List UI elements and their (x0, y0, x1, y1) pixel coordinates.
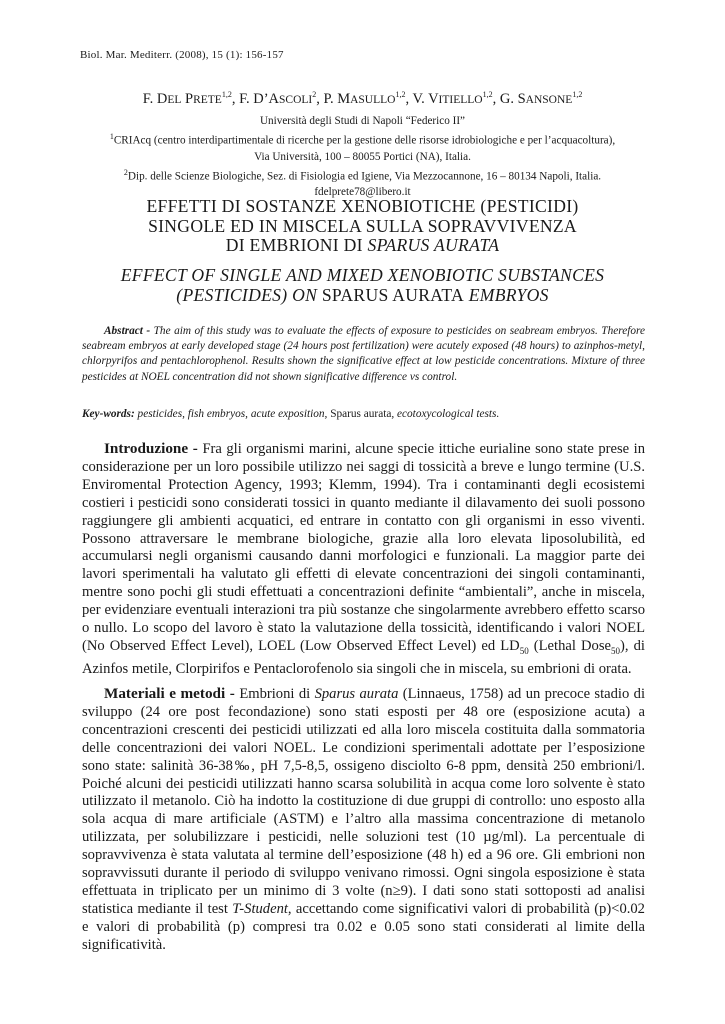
subscript: 50 (519, 645, 529, 656)
author-list (0, 90, 725, 108)
abstract-text: The aim of this study was to evaluate the effects of exposure to pesticides on seabream embryos. Therefore seabream embryos at early developed stage (24 hours post fertilization) were acutely exposed (48 hours) to azinphos-metyl, chlorpyrifos and pentachlorophenol. Results shown the significative effect at low pesticide concentrations. Mixture of three pesticides at NOEL concentration did not shown significative difference vs control. (82, 325, 645, 383)
affiliation-line: Università degli Studi di Napoli “Federico II” (259, 115, 466, 127)
section-heading: Materiali e metodi - (104, 685, 240, 702)
author-name: , V. V (405, 90, 439, 107)
title-line (0, 236, 725, 256)
affiliation-marker: 1 (109, 132, 114, 142)
author-name: , G. S (492, 90, 526, 107)
affiliation-marker: 1,2 (482, 90, 493, 99)
paragraph-text: (Linnaeus, 1758) ad un precoce stadio di sviluppo (24 ore post fecondazione) sono stati esposti per 48 ore (esposizione acuta) a concentrazioni crescenti dei pesticidi utilizzati ed alla loro miscela costituita dalla sommatoria delle concentrazioni dei valori NOEL. Le condizioni sperimentali adottate per l’esposizione sono state: salinità 36-38‰, pH 7,5-8,5, ossigeno disciolto 6-8 ppm, densità 250 embrioni/l. Poiché alcuni dei pesticidi utilizzati hanno scarsa solubilità in acqua come loro solvente è stato utilizzato il metanolo. Ciò ha indotto la costituzione di due gruppi di controllo: uno esposto alla sola acqua di mare artificiale (ASTM) e l’altro alla massima concentrazione di metanolo utilizzata, per solubilizzare i pesticidi, nelle soluzioni test (10 µg/ml). La percentuale di sopravvivenza è stata valutata al termine dell’esposizione (48 h) ed a 96 ore. Gli embrioni non sopravvissuti durante il periodo di sviluppo venivano rimossi. Ogni singola esposizione è stata effettuata in triplicato per un minimo di 3 volte (n≥9). I dati sono stati sottoposti ad analisi statistica mediante il test (82, 686, 646, 917)
affiliation-marker: 1,2 (572, 90, 583, 99)
paragraph-text: (Lethal Dose (528, 637, 612, 654)
keywords (82, 408, 645, 420)
affiliations (0, 114, 725, 201)
author-name: , F. D’A (231, 90, 280, 107)
keywords-text: pesticides, fish embryos, acute exposition, (137, 408, 331, 420)
title-text: EMBRYOS (464, 284, 549, 305)
affiliation-line (0, 129, 725, 149)
title-line: EFFECT OF SINGLE AND MIXED XENOBIOTIC SUBSTANCES (120, 265, 605, 285)
methods-paragraph (82, 685, 645, 955)
title-text: DI EMBRIONI DI (225, 235, 368, 255)
species-name: SPARUS AURATA (321, 284, 465, 305)
species-name: SPARUS AURATA (367, 235, 500, 255)
affiliation-text: CRIAcq (centro interdipartimentale di ricerche per la gestione delle risorse idrobiologiche e per l’acquacoltura), (113, 135, 616, 148)
affiliation-marker: 1,2 (395, 90, 406, 99)
author-email: fdelprete78@libero.it (314, 186, 411, 199)
statistical-test-name: T-Student (232, 900, 288, 917)
title-english (0, 266, 725, 305)
paragraph-text: , accettando come significativi valori di probabilità (p)<0.02 e valori di probabilità (p) compresi tra 0.02 e 0.05 sono stati considerati al limite della significatività. (82, 900, 645, 953)
paragraph-text: Embrioni di (239, 686, 315, 702)
affiliation-text: Dip. delle Scienze Biologiche, Sez. di Fisiologia ed Igiene, Via Mezzocannone, 16 – 80134 Napoli, Italia. (127, 170, 602, 183)
affiliation-line (0, 165, 725, 185)
introduction-paragraph (82, 440, 645, 679)
title-text: (PESTICIDES) ON (176, 284, 322, 305)
author-name: P (181, 90, 194, 107)
affiliation-line: Via Università, 100 – 80055 Portici (NA), Italia. (254, 150, 471, 163)
paragraph-text: Fra gli organismi marini, alcune specie ittiche eurialine sono state prese in considerazione per un loro possibile utilizzo nei saggi di tossicità a breve e lungo termine (U.S. Enviromental Protection Agency, 1993; Klemm, 1994). Tra i contaminanti degli ecosistemi costieri i pesticidi sono considerati tossici in quanto mediante il dilavamento dei suoli possono raggiungere gli ambienti acquatici, ed entrare in contatto con gli organismi in esso viventi. Possono attraversare le membrane biologiche, grazie alla loro elevata liposolubilità, ed accumularsi negli organismi causando danni morfologici e funzionali. La maggior parte dei lavori sperimentali ha valutato gli effetti di elevate concentrazioni dei singoli contaminanti, mentre sono pochi gli studi effettuati a concentrazioni definite “ambientali”, anche in miscela, per evidenziare eventuali interazioni tra più sostanze che singolarmente avrebbero effetto scarso o nullo. Lo scopo del lavoro è stato la valutazione della tossicità, identificando i valori NOEL (No Observed Effect Level), LOEL (Low Observed Effect Level) ed LD (82, 441, 645, 654)
journal-reference: Biol. Mar. Mediterr. (2008), 15 (1): 156-157 (80, 49, 284, 61)
species-name: Sparus aurata (330, 408, 392, 420)
author-name-smallcaps: ANSONE (525, 93, 573, 106)
title-line: SINGOLE ED IN MISCELA SULLA SOPRAVVIVENZA (148, 215, 577, 236)
species-name: Sparus aurata (314, 686, 399, 702)
title-italian (0, 197, 725, 256)
affiliation-marker: 2 (312, 90, 317, 99)
author-name-smallcaps: ASULLO (350, 93, 396, 106)
abstract (82, 324, 645, 385)
title-line: EFFETTI DI SOSTANZE XENOBIOTICHE (PESTICIDI) (146, 196, 579, 216)
subscript: 50 (611, 645, 621, 656)
author-name-smallcaps: RETE (193, 93, 222, 106)
author-name-smallcaps: EL (167, 93, 182, 106)
author-name: F. D (142, 90, 168, 107)
affiliation-marker: 2 (123, 167, 128, 177)
section-heading: Introduzione - (104, 440, 203, 457)
abstract-label: Abstract - (104, 325, 154, 337)
keywords-text: , ecotoxycological tests. (391, 408, 500, 420)
paragraph-text: ), di Azinfos metile, Clorpirifos e Pentaclorofenolo sia singoli che in miscela, su embrioni di orata. (82, 637, 645, 677)
keywords-label: Key-words: (82, 408, 138, 420)
affiliation-marker: 1,2 (221, 90, 232, 99)
title-line (0, 286, 725, 306)
author-name-smallcaps: ITIELLO (438, 93, 483, 106)
author-name: , P. M (316, 90, 351, 107)
author-name-smallcaps: SCOLI (279, 93, 313, 106)
